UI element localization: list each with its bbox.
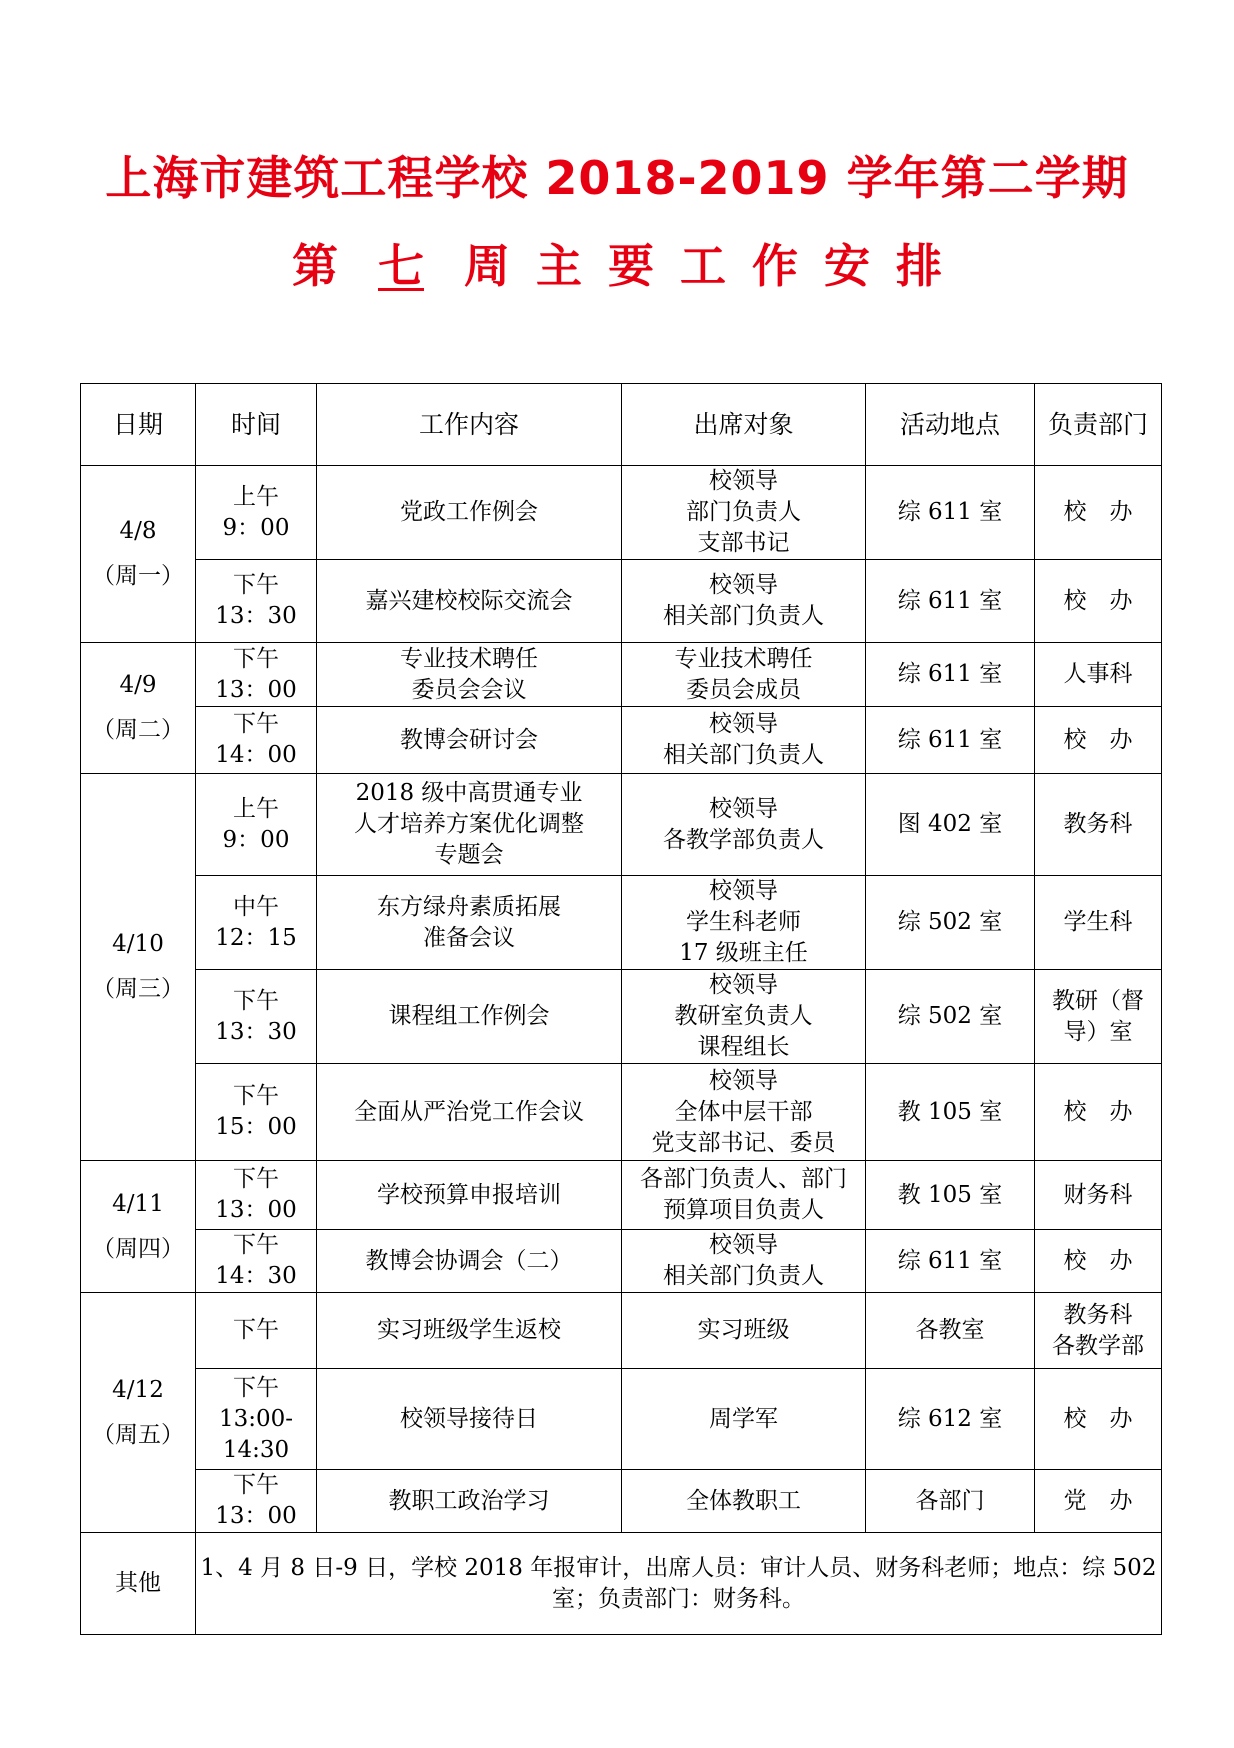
content-cell-line: 人才培养方案优化调整 bbox=[354, 811, 584, 837]
schedule-row bbox=[81, 1064, 1162, 1161]
date-text: 4/10 bbox=[112, 931, 164, 957]
content-cell bbox=[317, 560, 622, 643]
department-cell bbox=[1035, 466, 1162, 560]
content-cell-line: 课程组工作例会 bbox=[388, 1003, 550, 1029]
time-cell-line: 下午 bbox=[233, 1083, 279, 1109]
attendees-cell-line: 支部书记 bbox=[697, 530, 790, 556]
department-cell-line: 学生科 bbox=[1063, 909, 1133, 935]
content-cell bbox=[317, 876, 622, 970]
subtitle-week-number: 七 bbox=[378, 239, 424, 293]
time-cell-line: 9：00 bbox=[222, 514, 290, 541]
department-cell-line: 导）室 bbox=[1063, 1018, 1133, 1045]
location-cell: 教 105 室 bbox=[866, 1161, 1035, 1230]
location-cell: 综 611 室 bbox=[866, 643, 1035, 707]
time-cell-line: 下午 bbox=[233, 711, 279, 737]
attendees-cell-line: 各教学部负责人 bbox=[663, 826, 824, 853]
location-cell: 教 105 室 bbox=[866, 1064, 1035, 1161]
department-cell-line: 校 办 bbox=[1063, 726, 1133, 753]
schedule-row bbox=[81, 1293, 1162, 1369]
date-text: 4/11 bbox=[112, 1190, 164, 1217]
attendees-cell-line: 教研室负责人 bbox=[674, 1003, 813, 1029]
attendees-cell-line: 校领导 bbox=[709, 878, 778, 904]
date-cell bbox=[81, 1293, 196, 1533]
schedule-table bbox=[80, 383, 1162, 1635]
attendees-cell bbox=[622, 560, 866, 643]
date-cell bbox=[81, 466, 196, 643]
content-cell-line: 准备会议 bbox=[423, 924, 515, 951]
content-cell bbox=[317, 707, 622, 774]
location-cell: 图 402 室 bbox=[866, 774, 1035, 876]
weekday-text: （周三） bbox=[92, 976, 184, 1002]
date-text: 4/9 bbox=[119, 672, 157, 698]
attendees-cell bbox=[622, 1230, 866, 1293]
header-attendees: 出席对象 bbox=[622, 384, 866, 466]
document-subtitle bbox=[0, 236, 1234, 296]
attendees-cell bbox=[622, 1161, 866, 1230]
attendees-cell-line: 校领导 bbox=[709, 468, 778, 494]
date-text: 4/8 bbox=[119, 518, 157, 544]
department-cell bbox=[1035, 1230, 1162, 1293]
weekday-text: （周四） bbox=[92, 1235, 184, 1262]
attendees-cell bbox=[622, 970, 866, 1064]
department-cell-line: 人事科 bbox=[1063, 661, 1133, 687]
attendees-cell-line: 课程组长 bbox=[697, 1034, 790, 1060]
schedule-row bbox=[81, 1369, 1162, 1470]
attendees-cell-line: 校领导 bbox=[709, 572, 778, 598]
schedule-row bbox=[81, 707, 1162, 774]
department-cell-line: 财务科 bbox=[1063, 1181, 1133, 1208]
attendees-cell-line: 相关部门负责人 bbox=[663, 742, 824, 768]
weekday-text: （周五） bbox=[92, 1421, 184, 1448]
attendees-cell-line: 校领导 bbox=[709, 1232, 778, 1258]
time-cell-line: 9：00 bbox=[222, 826, 290, 853]
time-cell-line: 下午 bbox=[233, 645, 279, 672]
time-cell bbox=[196, 1369, 317, 1470]
attendees-cell bbox=[622, 1470, 866, 1533]
department-cell-line: 教务科 bbox=[1063, 1301, 1133, 1328]
time-cell bbox=[196, 1064, 317, 1161]
attendees-cell-line: 全体中层干部 bbox=[674, 1098, 813, 1125]
schedule-row bbox=[81, 876, 1162, 970]
attendees-cell-line: 校领导 bbox=[709, 972, 778, 998]
content-cell bbox=[317, 1230, 622, 1293]
attendees-cell-line: 各部门负责人、部门 bbox=[640, 1166, 847, 1192]
header-date: 日期 bbox=[81, 384, 196, 466]
attendees-cell-line: 相关部门负责人 bbox=[663, 603, 824, 629]
department-cell bbox=[1035, 774, 1162, 876]
content-cell-line: 全面从严治党工作会议 bbox=[354, 1098, 584, 1125]
date-cell bbox=[81, 774, 196, 1161]
department-cell bbox=[1035, 707, 1162, 774]
content-cell bbox=[317, 1470, 622, 1533]
location-cell: 综 611 室 bbox=[866, 560, 1035, 643]
time-cell-line: 上午 bbox=[233, 795, 279, 822]
content-cell bbox=[317, 774, 622, 876]
schedule-row bbox=[81, 643, 1162, 707]
department-cell-line: 教务科 bbox=[1063, 811, 1133, 837]
attendees-cell-line: 校领导 bbox=[709, 711, 778, 737]
schedule-row bbox=[81, 1230, 1162, 1293]
time-cell-line: 下午 bbox=[233, 1472, 279, 1498]
time-cell-line: 上午 bbox=[233, 483, 279, 510]
attendees-cell bbox=[622, 707, 866, 774]
content-cell-line: 实习班级学生返校 bbox=[377, 1317, 561, 1343]
department-cell-line: 校 办 bbox=[1063, 1098, 1133, 1125]
content-cell-line: 嘉兴建校校际交流会 bbox=[365, 587, 573, 614]
content-cell-line: 校领导接待日 bbox=[400, 1405, 538, 1432]
time-cell bbox=[196, 774, 317, 876]
document-title: 上海市建筑工程学校 2018-2019 学年第二学期 bbox=[105, 151, 1129, 205]
time-cell bbox=[196, 560, 317, 643]
department-cell bbox=[1035, 1293, 1162, 1369]
subtitle-char: 安 bbox=[824, 239, 870, 293]
attendees-cell-line: 周学军 bbox=[709, 1405, 778, 1432]
date-cell bbox=[81, 1161, 196, 1293]
time-cell-line: 13：30 bbox=[215, 1018, 297, 1045]
time-cell-line: 13：30 bbox=[215, 603, 297, 629]
schedule-row bbox=[81, 1470, 1162, 1533]
attendees-cell-line: 专业技术聘任 bbox=[674, 645, 813, 672]
schedule-row bbox=[81, 1161, 1162, 1230]
subtitle-char: 要 bbox=[608, 239, 654, 293]
attendees-cell-line: 学生科老师 bbox=[686, 909, 801, 935]
time-cell-line: 下午 bbox=[233, 987, 279, 1014]
weekday-text: （周二） bbox=[92, 717, 184, 743]
subtitle-char: 主 bbox=[536, 239, 582, 293]
content-cell-line: 学校预算申报培训 bbox=[377, 1181, 561, 1208]
subtitle-char: 工 bbox=[680, 239, 726, 293]
department-cell bbox=[1035, 876, 1162, 970]
time-cell bbox=[196, 707, 317, 774]
attendees-cell bbox=[622, 1064, 866, 1161]
time-cell-line: 下午 bbox=[233, 1166, 279, 1192]
time-cell-line: 12：15 bbox=[215, 924, 297, 951]
attendees-cell-line: 部门负责人 bbox=[686, 499, 801, 525]
time-cell-line: 下午 bbox=[233, 1374, 279, 1401]
time-cell-line: 中午 bbox=[233, 893, 279, 920]
content-cell-line: 教职工政治学习 bbox=[388, 1487, 550, 1514]
attendees-cell bbox=[622, 643, 866, 707]
department-cell-line: 校 办 bbox=[1063, 1405, 1133, 1432]
schedule-row bbox=[81, 466, 1162, 560]
time-cell-line: 15：00 bbox=[215, 1114, 297, 1140]
time-cell bbox=[196, 970, 317, 1064]
time-cell-line: 13：00 bbox=[215, 1503, 297, 1529]
time-cell-line: 14：00 bbox=[215, 742, 297, 768]
time-cell bbox=[196, 876, 317, 970]
department-cell bbox=[1035, 1161, 1162, 1230]
content-cell bbox=[317, 970, 622, 1064]
other-row bbox=[81, 1533, 1162, 1635]
content-cell bbox=[317, 1161, 622, 1230]
department-cell bbox=[1035, 560, 1162, 643]
attendees-cell-line: 17 级班主任 bbox=[679, 940, 808, 966]
time-cell bbox=[196, 1161, 317, 1230]
department-cell bbox=[1035, 643, 1162, 707]
content-cell-line: 委员会会议 bbox=[411, 676, 527, 703]
location-cell: 综 502 室 bbox=[866, 876, 1035, 970]
subtitle-char: 周 bbox=[464, 239, 510, 293]
content-cell-line: 东方绿舟素质拓展 bbox=[377, 893, 561, 920]
attendees-cell bbox=[622, 466, 866, 560]
attendees-cell-line: 委员会成员 bbox=[686, 676, 801, 703]
location-cell: 各教室 bbox=[866, 1293, 1035, 1369]
department-cell bbox=[1035, 1470, 1162, 1533]
attendees-cell-line: 相关部门负责人 bbox=[663, 1263, 824, 1289]
content-cell bbox=[317, 1293, 622, 1369]
attendees-cell-line: 校领导 bbox=[709, 1067, 778, 1094]
content-cell-line: 专业技术聘任 bbox=[400, 645, 538, 672]
department-cell-line: 各教学部 bbox=[1052, 1332, 1144, 1359]
location-cell: 综 612 室 bbox=[866, 1369, 1035, 1470]
location-cell: 综 611 室 bbox=[866, 707, 1035, 774]
time-cell-line: 14：30 bbox=[215, 1263, 297, 1289]
content-cell bbox=[317, 1064, 622, 1161]
time-cell bbox=[196, 643, 317, 707]
header-content: 工作内容 bbox=[317, 384, 622, 466]
content-cell-line: 专题会 bbox=[434, 842, 504, 868]
content-cell-line: 2018 级中高贯通专业 bbox=[355, 780, 583, 806]
schedule-row bbox=[81, 774, 1162, 876]
attendees-cell-line: 全体教职工 bbox=[686, 1487, 801, 1514]
time-cell bbox=[196, 1293, 317, 1369]
attendees-cell bbox=[622, 774, 866, 876]
content-cell-line: 党政工作例会 bbox=[400, 499, 538, 525]
time-cell-line: 下午 bbox=[233, 1232, 279, 1258]
attendees-cell-line: 校领导 bbox=[709, 795, 778, 822]
content-cell bbox=[317, 466, 622, 560]
department-cell-line: 校 办 bbox=[1063, 587, 1133, 614]
time-cell-line: 下午 bbox=[233, 572, 279, 598]
header-time: 时间 bbox=[196, 384, 317, 466]
time-cell-line: 14:30 bbox=[222, 1436, 290, 1463]
location-cell: 各部门 bbox=[866, 1470, 1035, 1533]
content-cell-line: 教博会协调会（二） bbox=[365, 1247, 573, 1274]
department-cell-line: 党 办 bbox=[1063, 1487, 1133, 1514]
header-department: 负责部门 bbox=[1035, 384, 1162, 466]
attendees-cell bbox=[622, 1369, 866, 1470]
time-cell bbox=[196, 466, 317, 560]
content-cell bbox=[317, 1369, 622, 1470]
attendees-cell-line: 党支部书记、委员 bbox=[651, 1129, 836, 1156]
location-cell: 综 611 室 bbox=[866, 1230, 1035, 1293]
attendees-cell bbox=[622, 1293, 866, 1369]
other-label: 其他 bbox=[81, 1533, 196, 1635]
content-cell bbox=[317, 643, 622, 707]
attendees-cell-line: 实习班级 bbox=[697, 1317, 790, 1343]
subtitle-char: 作 bbox=[752, 239, 798, 293]
subtitle-prefix: 第 bbox=[292, 239, 338, 293]
time-cell-line: 13:00- bbox=[218, 1405, 294, 1432]
weekday-text: （周一） bbox=[92, 563, 184, 589]
department-cell-line: 教研（督 bbox=[1052, 987, 1144, 1014]
schedule-row bbox=[81, 970, 1162, 1064]
time-cell bbox=[196, 1230, 317, 1293]
header-row bbox=[81, 384, 1162, 466]
other-text: 1、4 月 8 日-9 日，学校 2018 年报审计，出席人员：审计人员、财务科老师；地点：综 502 室；负责部门：财务科。 bbox=[196, 1533, 1162, 1635]
time-cell-line: 13：00 bbox=[215, 676, 297, 703]
department-cell-line: 校 办 bbox=[1063, 499, 1133, 525]
time-cell bbox=[196, 1470, 317, 1533]
attendees-cell bbox=[622, 876, 866, 970]
subtitle-char: 排 bbox=[896, 239, 942, 293]
department-cell bbox=[1035, 1369, 1162, 1470]
date-text: 4/12 bbox=[112, 1376, 164, 1403]
location-cell: 综 611 室 bbox=[866, 466, 1035, 560]
time-cell-line: 下午 bbox=[233, 1317, 279, 1343]
date-cell bbox=[81, 643, 196, 774]
schedule-row bbox=[81, 560, 1162, 643]
time-cell-line: 13：00 bbox=[215, 1197, 297, 1223]
department-cell bbox=[1035, 1064, 1162, 1161]
header-location: 活动地点 bbox=[866, 384, 1035, 466]
department-cell-line: 校 办 bbox=[1063, 1247, 1133, 1274]
content-cell-line: 教博会研讨会 bbox=[400, 726, 538, 753]
department-cell bbox=[1035, 970, 1162, 1064]
location-cell: 综 502 室 bbox=[866, 970, 1035, 1064]
attendees-cell-line: 预算项目负责人 bbox=[663, 1197, 824, 1223]
